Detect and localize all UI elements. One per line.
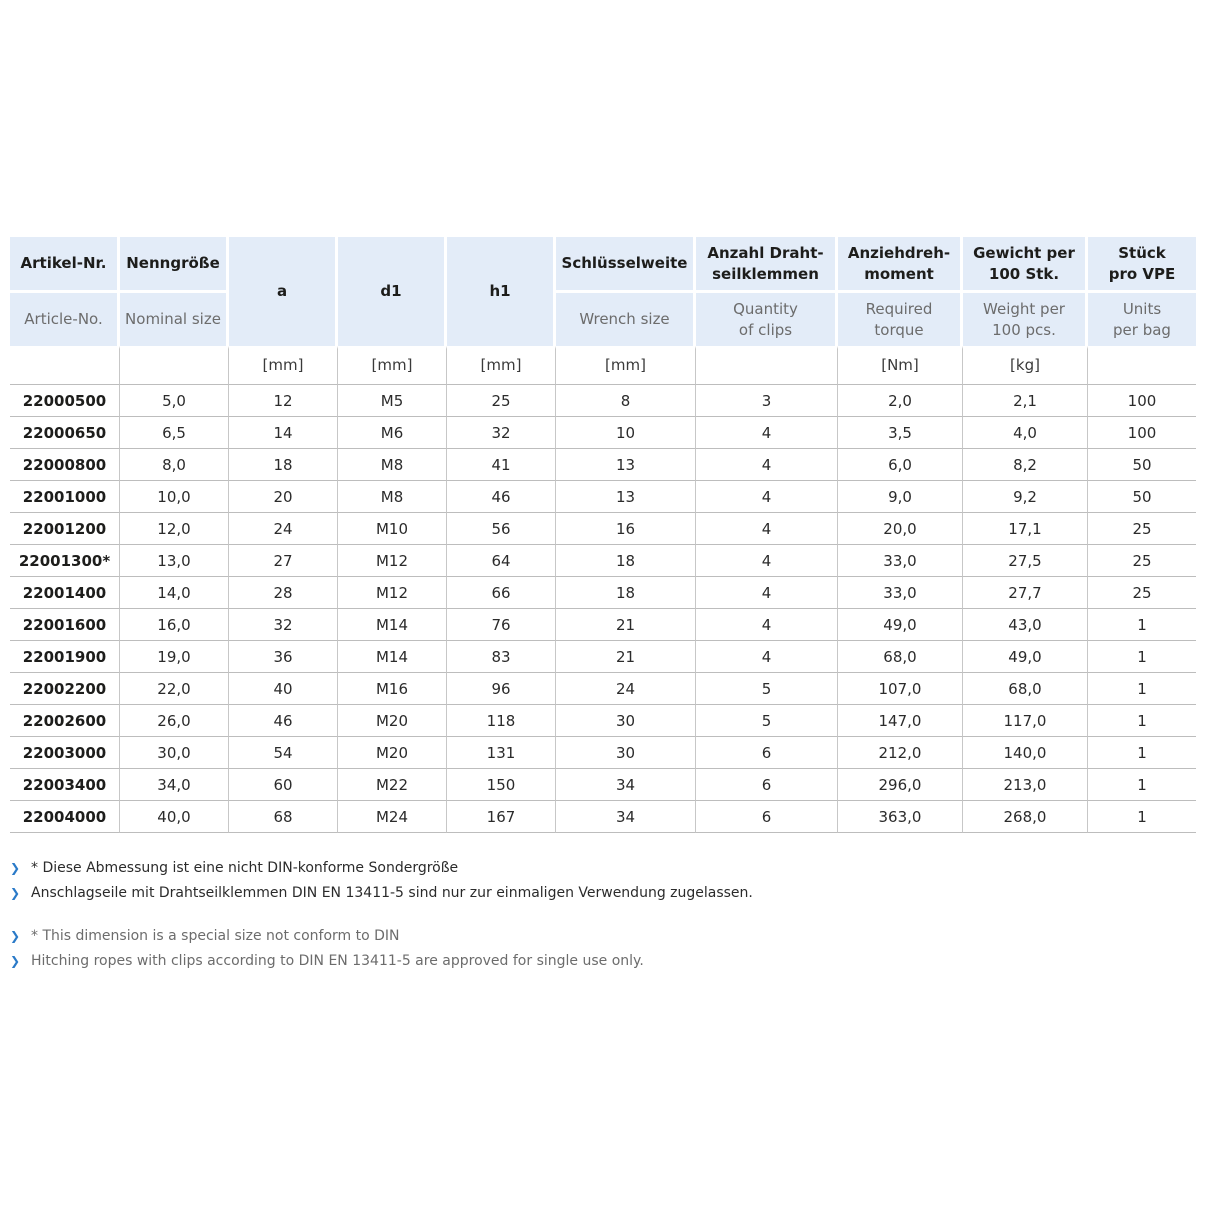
table-cell: 30 <box>556 737 696 769</box>
table-cell: 43,0 <box>963 609 1088 641</box>
table-row <box>10 385 1196 417</box>
table-cell: 13,0 <box>120 545 229 577</box>
table-cell: 34 <box>556 801 696 833</box>
table-cell: 1 <box>1088 641 1196 673</box>
table-cell: 24 <box>229 513 338 545</box>
table-cell: 4 <box>696 449 838 481</box>
table-cell: 21 <box>556 609 696 641</box>
table-cell: 18 <box>556 577 696 609</box>
note-text: Hitching ropes with clips according to DIN EN 13411-5 are approved for single use only. <box>31 953 644 969</box>
table-cell: 118 <box>447 705 556 737</box>
table-cell: 25 <box>447 385 556 417</box>
table-cell: M10 <box>338 513 447 545</box>
table-cell: 30 <box>556 705 696 737</box>
table-cell: 49,0 <box>963 641 1088 673</box>
table-cell: 34 <box>556 769 696 801</box>
table-cell: 66 <box>447 577 556 609</box>
table-cell: 64 <box>447 545 556 577</box>
unit-cell <box>120 346 229 385</box>
table-row <box>10 641 1196 673</box>
table-cell: M16 <box>338 673 447 705</box>
article-number-cell: 22001400 <box>10 577 120 609</box>
table-cell: 20 <box>229 481 338 513</box>
table-cell: M6 <box>338 417 447 449</box>
table-cell: 117,0 <box>963 705 1088 737</box>
table-cell: 2,1 <box>963 385 1088 417</box>
col-header-units-en: Units per bag <box>1088 293 1196 346</box>
table-cell: 9,2 <box>963 481 1088 513</box>
table-cell: 131 <box>447 737 556 769</box>
table-cell: 13 <box>556 449 696 481</box>
table-cell: 2,0 <box>838 385 963 417</box>
table-cell: 40 <box>229 673 338 705</box>
table-cell: M24 <box>338 801 447 833</box>
notes-german <box>10 856 753 906</box>
table-cell: 8,0 <box>120 449 229 481</box>
table-row <box>10 481 1196 513</box>
col-header-article-no-de: Artikel-Nr. <box>10 237 120 293</box>
table-cell: 20,0 <box>838 513 963 545</box>
col-header-article-no-en: Article-No. <box>10 293 120 346</box>
article-number-cell: 22001300* <box>10 545 120 577</box>
table-cell: 56 <box>447 513 556 545</box>
table-cell: 10 <box>556 417 696 449</box>
chevron-right-icon: ❯ <box>10 861 21 875</box>
chevron-right-icon: ❯ <box>10 929 21 943</box>
table-cell: M5 <box>338 385 447 417</box>
unit-cell: [kg] <box>963 346 1088 385</box>
table-cell: 32 <box>229 609 338 641</box>
table-cell: 27 <box>229 545 338 577</box>
table-cell: 100 <box>1088 417 1196 449</box>
table-cell: 16,0 <box>120 609 229 641</box>
table-row <box>10 577 1196 609</box>
table-cell: 12,0 <box>120 513 229 545</box>
table-row <box>10 737 1196 769</box>
table-cell: M8 <box>338 449 447 481</box>
note-text: * This dimension is a special size not conform to DIN <box>31 928 400 944</box>
unit-cell: [Nm] <box>838 346 963 385</box>
table-cell: 26,0 <box>120 705 229 737</box>
col-header-torque-en: Required torque <box>838 293 963 346</box>
table-cell: 46 <box>447 481 556 513</box>
col-header-clips-de: Anzahl Draht- seilklemmen <box>696 237 838 293</box>
table-cell: 6,5 <box>120 417 229 449</box>
article-number-cell: 22001200 <box>10 513 120 545</box>
table-cell: 147,0 <box>838 705 963 737</box>
table-cell: 14 <box>229 417 338 449</box>
table-cell: 24 <box>556 673 696 705</box>
col-header-weight-de: Gewicht per 100 Stk. <box>963 237 1088 293</box>
col-header-d1: d1 <box>338 237 447 346</box>
table-cell: 5,0 <box>120 385 229 417</box>
table-cell: 4 <box>696 545 838 577</box>
table-cell: 100 <box>1088 385 1196 417</box>
note-item <box>10 881 753 906</box>
table-cell: 33,0 <box>838 545 963 577</box>
table-cell: 18 <box>229 449 338 481</box>
col-header-units-de: Stück pro VPE <box>1088 237 1196 293</box>
col-header-nominal-size-en: Nominal size <box>120 293 229 346</box>
chevron-right-icon: ❯ <box>10 954 21 968</box>
table-body <box>10 385 1196 833</box>
unit-cell: [mm] <box>556 346 696 385</box>
table-cell: 34,0 <box>120 769 229 801</box>
table-cell: 36 <box>229 641 338 673</box>
table-cell: 5 <box>696 705 838 737</box>
table-cell: 4 <box>696 513 838 545</box>
table-row <box>10 801 1196 833</box>
col-header-a: a <box>229 237 338 346</box>
table-cell: 21 <box>556 641 696 673</box>
table-cell: 32 <box>447 417 556 449</box>
article-number-cell: 22000800 <box>10 449 120 481</box>
table-cell: 8,2 <box>963 449 1088 481</box>
table-row <box>10 449 1196 481</box>
table-cell: 1 <box>1088 673 1196 705</box>
table-cell: 1 <box>1088 609 1196 641</box>
article-number-cell: 22002600 <box>10 705 120 737</box>
table-cell: 140,0 <box>963 737 1088 769</box>
table-cell: M20 <box>338 737 447 769</box>
table-cell: 4 <box>696 481 838 513</box>
table-cell: 150 <box>447 769 556 801</box>
table-cell: 49,0 <box>838 609 963 641</box>
table-cell: 25 <box>1088 545 1196 577</box>
col-header-weight-en: Weight per 100 pcs. <box>963 293 1088 346</box>
table-cell: 25 <box>1088 577 1196 609</box>
table-cell: M14 <box>338 641 447 673</box>
table-cell: M14 <box>338 609 447 641</box>
table-cell: 4 <box>696 417 838 449</box>
table-cell: 28 <box>229 577 338 609</box>
table-cell: 27,7 <box>963 577 1088 609</box>
article-number-cell: 22000500 <box>10 385 120 417</box>
table-cell: 8 <box>556 385 696 417</box>
unit-cell <box>10 346 120 385</box>
table-cell: 212,0 <box>838 737 963 769</box>
col-header-nominal-size-de: Nenngröße <box>120 237 229 293</box>
table-cell: 3,5 <box>838 417 963 449</box>
note-text: Anschlagseile mit Drahtseilklemmen DIN EN 13411-5 sind nur zur einmaligen Verwendung zugelassen. <box>31 885 753 901</box>
table-cell: M22 <box>338 769 447 801</box>
unit-cell: [mm] <box>447 346 556 385</box>
table-row <box>10 545 1196 577</box>
table-cell: 83 <box>447 641 556 673</box>
table-row <box>10 705 1196 737</box>
table-cell: 5 <box>696 673 838 705</box>
table-cell: 10,0 <box>120 481 229 513</box>
unit-cell: [mm] <box>229 346 338 385</box>
table-cell: 6,0 <box>838 449 963 481</box>
table-row <box>10 769 1196 801</box>
table-cell: 68,0 <box>963 673 1088 705</box>
table-cell: 1 <box>1088 769 1196 801</box>
note-item <box>10 924 644 949</box>
table-cell: 16 <box>556 513 696 545</box>
note-item <box>10 856 753 881</box>
table-cell: M12 <box>338 577 447 609</box>
spec-table <box>10 237 1196 833</box>
table-cell: 363,0 <box>838 801 963 833</box>
note-text: * Diese Abmessung ist eine nicht DIN-konforme Sondergröße <box>31 860 459 876</box>
article-number-cell: 22003000 <box>10 737 120 769</box>
table-cell: 4 <box>696 577 838 609</box>
table-cell: 9,0 <box>838 481 963 513</box>
table-cell: 6 <box>696 769 838 801</box>
article-number-cell: 22002200 <box>10 673 120 705</box>
table-cell: 27,5 <box>963 545 1088 577</box>
table-cell: 50 <box>1088 449 1196 481</box>
table-cell: 4 <box>696 641 838 673</box>
table-cell: 68 <box>229 801 338 833</box>
table-cell: M20 <box>338 705 447 737</box>
col-header-torque-de: Anziehdreh- moment <box>838 237 963 293</box>
table-cell: 4 <box>696 609 838 641</box>
unit-cell <box>696 346 838 385</box>
table-cell: 54 <box>229 737 338 769</box>
table-cell: 17,1 <box>963 513 1088 545</box>
table-cell: 22,0 <box>120 673 229 705</box>
table-cell: 46 <box>229 705 338 737</box>
table-row <box>10 673 1196 705</box>
table-cell: 60 <box>229 769 338 801</box>
table-cell: 1 <box>1088 737 1196 769</box>
table-cell: M12 <box>338 545 447 577</box>
table-cell: 3 <box>696 385 838 417</box>
table-row <box>10 513 1196 545</box>
table-cell: 33,0 <box>838 577 963 609</box>
note-item <box>10 949 644 974</box>
article-number-cell: 22000650 <box>10 417 120 449</box>
col-header-wrench-size-de: Schlüsselweite <box>556 237 696 293</box>
table-cell: 96 <box>447 673 556 705</box>
col-header-wrench-size-en: Wrench size <box>556 293 696 346</box>
table-cell: 13 <box>556 481 696 513</box>
table-cell: 268,0 <box>963 801 1088 833</box>
table-cell: 76 <box>447 609 556 641</box>
article-number-cell: 22001900 <box>10 641 120 673</box>
table-cell: 12 <box>229 385 338 417</box>
article-number-cell: 22001600 <box>10 609 120 641</box>
notes-english <box>10 924 644 974</box>
table-cell: 25 <box>1088 513 1196 545</box>
table-cell: 296,0 <box>838 769 963 801</box>
table-cell: 68,0 <box>838 641 963 673</box>
unit-cell: [mm] <box>338 346 447 385</box>
table-cell: 18 <box>556 545 696 577</box>
table-cell: 6 <box>696 737 838 769</box>
table-cell: 40,0 <box>120 801 229 833</box>
table-cell: 19,0 <box>120 641 229 673</box>
table-cell: 50 <box>1088 481 1196 513</box>
table-cell: 107,0 <box>838 673 963 705</box>
article-number-cell: 22003400 <box>10 769 120 801</box>
table-cell: 213,0 <box>963 769 1088 801</box>
table-cell: 167 <box>447 801 556 833</box>
table-cell: 41 <box>447 449 556 481</box>
col-header-h1: h1 <box>447 237 556 346</box>
table-cell: 30,0 <box>120 737 229 769</box>
article-number-cell: 22004000 <box>10 801 120 833</box>
article-number-cell: 22001000 <box>10 481 120 513</box>
table-row <box>10 417 1196 449</box>
table-row <box>10 609 1196 641</box>
table-cell: 4,0 <box>963 417 1088 449</box>
table-cell: M8 <box>338 481 447 513</box>
chevron-right-icon: ❯ <box>10 886 21 900</box>
table-cell: 1 <box>1088 801 1196 833</box>
unit-cell <box>1088 346 1196 385</box>
table-cell: 14,0 <box>120 577 229 609</box>
table-cell: 6 <box>696 801 838 833</box>
col-header-clips-en: Quantity of clips <box>696 293 838 346</box>
table-cell: 1 <box>1088 705 1196 737</box>
